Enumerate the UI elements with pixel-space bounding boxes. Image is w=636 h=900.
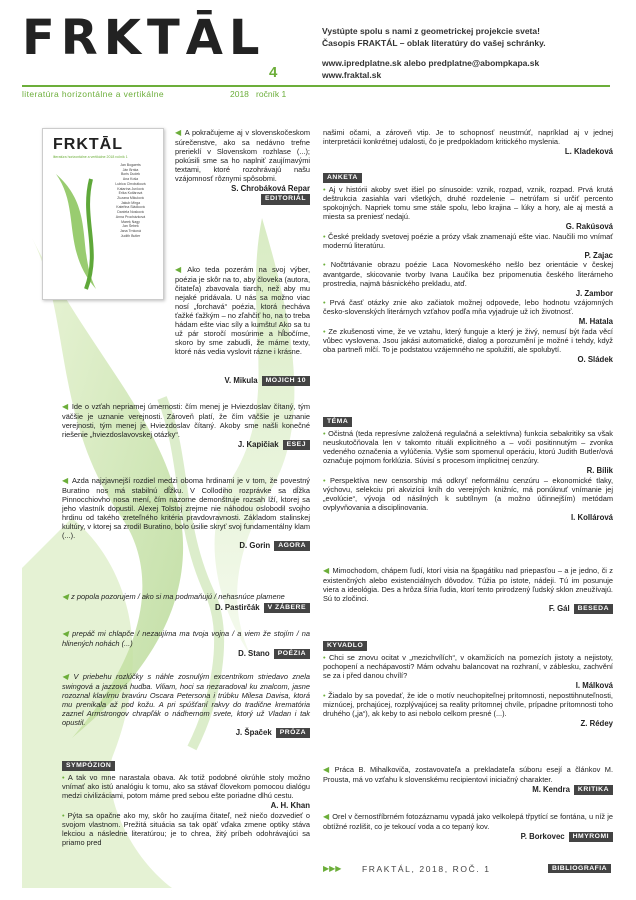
issue-number: 4 bbox=[269, 64, 278, 81]
symposium-badge[interactable]: SYMPÓZION bbox=[62, 761, 115, 771]
essay-badge[interactable]: ESEJ bbox=[283, 440, 310, 450]
symposium-block bbox=[62, 760, 310, 848]
survey-badge[interactable]: ANKETA bbox=[323, 173, 362, 183]
poetry-author: D. Stano bbox=[238, 649, 270, 659]
arrow-icon: ◀ bbox=[62, 592, 69, 601]
header-rule bbox=[22, 85, 610, 87]
year: 2018 bbox=[230, 89, 249, 99]
hmyromi-author: P. Borkovec bbox=[520, 832, 565, 842]
poetry-badge[interactable]: POÉZIA bbox=[274, 649, 310, 659]
critique-badge[interactable]: KRITIKA bbox=[574, 785, 613, 795]
cover-subtitle: literatúra horizontálne a vertikálne 2018 ročník 1 bbox=[53, 155, 128, 159]
arrow-icon: ◀ bbox=[323, 566, 330, 575]
cover-leaf-art bbox=[51, 169, 111, 294]
footer-text: FRAKTÁL, 2018, ROČ. 1 bbox=[362, 864, 491, 874]
footer-arrows-icon: ▶▶▶ bbox=[323, 864, 342, 873]
header-info bbox=[322, 26, 622, 82]
essay-text: Ide o vzťah nepriamej úmernosti: čím menej je Hviezdoslav čítaný, tým väčšie je uznanie verejnosti. Zároveň platí, že čím väčšie je uznanie verejnosti, tým menej je Hviezdoslav čítaný. Akoby sme našli konečné riešenie „hviezdoslavovskej otázky“. bbox=[62, 402, 310, 439]
pendulum-block: KYVADLO • Chci se znovu ocitat v „mezichvílích“, v okamžicích na pomezích jistoty a nejistoty, pochopení a nechápavosti? Mám odvahu balancovat na rozhraní, v záblesku, zachvění se za i před danou chvílí? I. Málková • Žiadalo by sa povedať, že ide o motív neuchopiteľnej prítomnosti, neposttihnuteľnosti, miznúcej, prchajúcej, rozplývajúcej sa reality prítomnej chvíle, prípadne prítomnosti toho druhého („ja“), ak keby to asi nebolo celkom presné (...). Z. Rédey bbox=[323, 642, 613, 728]
prose-author: J. Špaček bbox=[235, 728, 272, 738]
pendulum-badge[interactable]: KYVADLO bbox=[323, 641, 367, 651]
hmyromi-block: ◀ Orel v černostříbrném fotozáznamu vypadá jako velkolepá třpytící se fontána, u níž je obtížné rozlišit, co je tekoucí voda a co tepaný kov. P. Borkovec HMYROMI bbox=[323, 812, 614, 842]
cover-author-list: Jan Bogaerts Ján Brnka Boris Dudek Ana Koša Lubica Chrobáková Katarína Jurčová Erika Kotlárová Zuzana Mikulová Jakub Mirga Kateřina Sládková Daniela Nosková Anna Procházková Marek Nagy Jan Šebek Jana Trnková Judith Butler bbox=[115, 163, 146, 238]
slogan-1: Vystúpte spolu s nami z geometrickej projekcie sveta! bbox=[322, 26, 540, 36]
agora-author: D. Gorin bbox=[239, 541, 271, 551]
theme-badge[interactable]: TÉMA bbox=[323, 417, 352, 427]
bibliography-badge[interactable]: BIBLIOGRAFIA bbox=[548, 864, 611, 873]
subscription-link[interactable]: www.ipredplatne.sk alebo predplatne@abompkapa.sk bbox=[322, 57, 540, 68]
arrow-icon: ◀ bbox=[323, 765, 332, 774]
my10-badge[interactable]: MOJICH 10 bbox=[262, 376, 310, 386]
focus-badge[interactable]: V ZÁBERE bbox=[264, 603, 310, 613]
my10-signature bbox=[175, 375, 310, 386]
volume: ročník 1 bbox=[256, 89, 287, 99]
agora-text: Azda najzjavnejší rozdiel medzi obomа hrdinami je v tom, že povestný Buratino nos má stabilnú dĺžku. V Collodiho rozprávke sa dĺžka Pinnocchiovho nosa mení, čím nazorne demonštruje rozsah lží, ktorej sa jeho vlastník dopustil. Alexej Tolstoj zrejme nie náhodou oslobodil svojho hrdinu od takého zreteľného kritéria pravdovravnosti. Základom stalinskej kultúry, v ktorej sa zrodil Buratino, bolo úsilie skryť svoj fundamentálny klam (...). bbox=[62, 476, 310, 540]
focus-author: D. Pastirčák bbox=[214, 603, 260, 613]
continuation-block bbox=[323, 128, 613, 157]
essay-author: J. Kapičiak bbox=[237, 440, 279, 450]
continuation-text: našimi očami, a zároveň vtip. Je to schopnosť neustrnúť, napríklad aj v jednej interpretácii konkrétnej udalosti, čo je predpokladom kritického myslenia. bbox=[323, 128, 613, 147]
essay-block bbox=[62, 402, 310, 450]
poetry-block bbox=[62, 629, 310, 659]
cover-thumbnail bbox=[42, 128, 164, 300]
focus-block bbox=[62, 592, 310, 613]
arrow-icon: ◀ bbox=[62, 402, 69, 411]
discussion-author: F. Gál bbox=[548, 604, 570, 614]
tagline: literatúra horizontálne a vertikálne bbox=[22, 89, 164, 99]
arrow-icon: ◀ bbox=[175, 265, 185, 274]
symposium-text-1: A tak vo mne narastala obava. Ak totiž podobné okrúhle stoly možno vnímať ako istú analógiu k tomu, ako sa stávaf človekom pomocou dialógu medzi civilizáciami, potom máme pred sebou ešte poriadne dlhú cestu. bbox=[62, 773, 311, 801]
editorial-text: A pokračujeme aj v slovenskočeskom súrečenstve, ako sa nedávno trefne prerieklí v Slovenskom rozhlase (...); pokúsili sme sa ho naplniť zaujímavými textami, ktoré rozohrávajú našu vzájomnosť rôznymi spôsobmi. bbox=[175, 128, 310, 183]
cover-logo: FRKTĀL bbox=[53, 136, 123, 153]
agora-block bbox=[62, 476, 310, 551]
continuation-author: L. Kladeková bbox=[564, 147, 613, 157]
discussion-block: ◀ Mimochodom, chápem ľudí, ktorí visia na špagátiku nad priepasťou – a je jedno, či z existenčných alebo existenciálnych dôvodov. Túžia po istote, nádeji. Tú im posunuje viera a ideológia. Des a hrôza šíria ľudia, ktorí tento prirodzený ľudský sklon zneužívajú. Sú to zločinci. F. Gál BESEDA bbox=[323, 566, 613, 614]
website-link[interactable]: www.fraktal.sk bbox=[322, 69, 382, 80]
my10-text: Ako teda pozerám na svoj výber, poézia je skôr na to, aby človeka (autora, čitateľa) zbavovala tiarch, než aby mu nejaké pridávala. U nás sa možno viac nosí „forchavá“ poézia, ktorá necháva ťažké ťažkým – no zľahčiť ho, na to treba hádam ešte viac síly a kumštu! Ako sa tu už pár storočí mosúrime a hĺbočíme, skoro by sme zabudli, že máme texty, ktoré nás vedia vyslovit rázne i krásne. bbox=[175, 265, 310, 356]
symposium-text-2: Pýta sa opačne ako my, skôr ho zaujíma čitateľ, než niečo dozvedieť o svojom vlastnom. Prežitá situácia sa tak opäť vďaka zmene optiky stáva lekciou a následne literatúrou; je to chrea, žitý príbeh odohrávajúci sa priamo pred bbox=[62, 810, 310, 847]
critique-block: ◀ Práca B. Mihalkoviča, zostavovateľa a prekladateľa súboru esejí a článkov M. Prousta, má vo vzťahu k slovenskému recipientovi iniciačný charakter. M. Kendra KRITIKA bbox=[323, 765, 613, 795]
discussion-badge[interactable]: BESEDA bbox=[574, 604, 613, 614]
prose-text: V priebehu rozlúčky s náhle zosnulým excentrikom striedavo znela swingová a jazzová hudba. Viliam, hoci sa nezaradoval ku znalcom, jasne rozoznal klavírnu bravúru Oscara Petersona i trúbku Milesa Davisa, ktorá mu prenikala až pod kožu. A pri spúšťaní rakvy do tradične krematória zaznel Armstrongov chrapľák o nádhernom svete, ktorý už Vladan i tak opustil. bbox=[62, 672, 310, 727]
survey-block: ANKETA • Aj v histórii akoby svet išiel po sínusoide: vznik, rozpad, vznik, rozpad. Prvá krutá deštrukcia zasiahla vari všetkých, druhé rozdelenie – netrúfam si určiť percento spokojných. Napriek tomu sme stále spolu, lebo krajina – lúky a hory, ale aj mestá a miesta sa preniesť nedajú. G. Rakúsová • České preklady svetovej poézie a prózy však znamenajú ešte viac. Naučili mo vnímať modernú literatúru. P. Zajac • Nočtrtávanie obrazu poézie Laca Novomeského nešlo bez orientácie v českej avantgarde, skicovanie tvorby Ivana Laučíka bez pripomenutia českého literárneho prostredia, najmä básnického prekladu, atď. J. Zambor • Prvá časť otázky znie ako začiatok možnej odpovede, lebo hodnotu vzájomných česko-slovenských literárnych vzťahov podľa mňa vyjadruje už ich životnosť. M. Hatala • Ze zkušenosti vime, že ve vztahu, který funguje a který je živý, nemusí být řada věcí vůbec vyslovena. Jsou jakási automatické, dialog a porozumění je možné i tehdy, když oba partneři mlčí. To je podstatou vzájemného ne spolužití, ale spolubytí. O. Sládek bbox=[323, 174, 614, 364]
my10-block bbox=[175, 265, 310, 357]
editorial-badge[interactable]: EDITORIÁL bbox=[261, 194, 310, 204]
prose-badge[interactable]: PRÓZA bbox=[276, 728, 310, 738]
hmyromi-badge[interactable]: HMYROMI bbox=[569, 832, 613, 842]
arrow-icon: ◀ bbox=[62, 672, 71, 681]
my10-author: V. Mikula bbox=[224, 376, 258, 386]
poetry-text: prepáč mi chlapče / nezaujíma ma tvoja vojna / a viem že stojím / na hlinených nohách (...) bbox=[62, 629, 311, 648]
bullet-icon: • bbox=[62, 773, 68, 783]
agora-badge[interactable]: AGORA bbox=[274, 541, 310, 551]
arrow-icon: ◀ bbox=[323, 812, 330, 821]
focus-text: z popola pozorujem / ako si ma podmaňujú / nehasnúce plamene bbox=[71, 592, 285, 601]
prose-block bbox=[62, 672, 310, 738]
arrow-icon: ◀ bbox=[175, 128, 182, 137]
theme-block: TÉMA • Očistná (teda represívne založená regulačná a selektívna) funkcia sebakritiky sa však neuskutočňovala len v takomto rituáli explicitného a – voči positinnutým – zvonka vedeného označenia a vylúčenia. Vyšie som spomenul operáciu, ktorú Judith Butler/ová označuje pojmom forklúzia. Súvisí s procesom implicitnej cenzúry. R. Bílik • Perspektíva new censorship má odkryť neformálnu cenzúru – ekonomické tlaky, výchovu, selekciu pri akvizícii kníh do verejných knižníc, má ponúknuť vnímanie jej „evolúcie“, vývoja od násilných k subtílnym (a možno účinnejším) metódam ovplyvňovania a disciplinovania. I. Kollárová bbox=[323, 418, 613, 523]
magazine-logo: FRKTĀL bbox=[22, 10, 266, 66]
arrow-icon: ◀ bbox=[62, 629, 70, 638]
slogan-2: Časopis FRAKTÁL – oblak literatúry do vašej schránky. bbox=[322, 37, 546, 48]
critique-author: M. Kendra bbox=[532, 785, 570, 795]
editorial-block bbox=[175, 128, 310, 205]
editorial-author: S. Chrobáková Repar bbox=[231, 183, 310, 193]
bullet-icon: • bbox=[62, 810, 68, 820]
arrow-icon: ◀ bbox=[62, 476, 69, 485]
symposium-author-1: A. H. Khan bbox=[270, 801, 310, 811]
